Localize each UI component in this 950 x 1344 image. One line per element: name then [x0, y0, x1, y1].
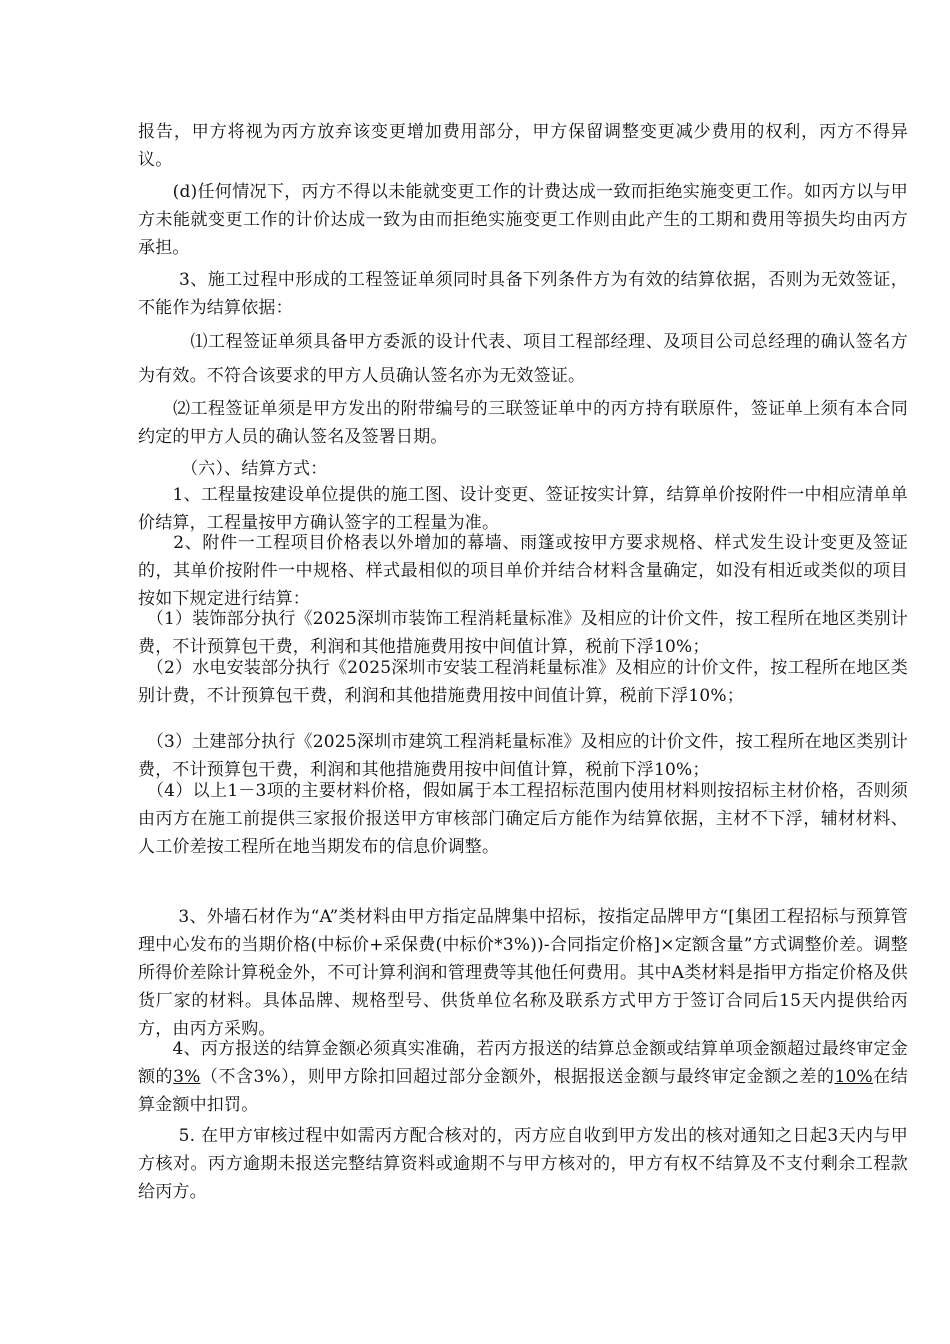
paragraph-civil: （3）土建部分执行《2025深圳市建筑工程消耗量标准》及相应的计价文件，按工程所在地区类别计费，不计预算包干费，利润和其他措施费用按中间值计算，税前下浮10%； [138, 732, 908, 780]
paragraph-change-cost-report: 报告，甲方将视为丙方放弃该变更增加费用部分，甲方保留调整变更减少费用的权利，丙方不得异议。 [138, 122, 908, 170]
paragraph-visa-condition-2: ⑵工程签证单须是甲方发出的附带编号的三联签证单中的丙方持有联原件，签证单上须有本合同约定的甲方人员的确认签名及签署日期。 [138, 399, 908, 447]
paragraph-visa-condition-1: ⑴工程签证单须具备甲方委派的设计代表、项目工程部经理、及项目公司总经理的确认签名方为有效。不符合该要求的甲方人员确认签名亦为无效签证。 [138, 332, 908, 386]
p14-text-e: 在结算金额中扣罚。 [138, 1067, 909, 1115]
section-heading-settlement: （六）、结算方式： [138, 459, 328, 479]
paragraph-installation: （2）水电安装部分执行《2025深圳市安装工程消耗量标准》及相应的计价文件，按工程所在地区类别计费，不计预算包干费，利润和其他措施费用按中间值计算，税前下浮10%； [138, 658, 908, 706]
paragraph-change-refusal: (d)任何情况下，丙方不得以未能就变更工作的计费达成一致而拒绝实施变更工作。如丙方以与甲方未能就变更工作的计价达成一致为由而拒绝实施变更工作则由此产生的工期和费用等损失均由丙方承担。 [138, 182, 908, 258]
percent-10-underlined: 10% [834, 1067, 873, 1087]
paragraph-audit-verification: 5. 在甲方审核过程中如需丙方配合核对的，丙方应自收到甲方发出的核对通知之日起3天内与甲方核对。丙方逾期未报送完整结算资料或逾期不与甲方核对的，甲方有权不结算及不支付剩余工程款给丙方。 [138, 1126, 908, 1202]
paragraph-settlement-1: 1、工程量按建设单位提供的施工图、设计变更、签证按实计算，结算单价按附件一中相应清单单价结算，工程量按甲方确认签字的工程量为准。 [138, 485, 908, 533]
paragraph-visa-conditions: 3、施工过程中形成的工程签证单须同时具备下列条件方为有效的结算依据，否则为无效签证，不能作为结算依据： [138, 270, 908, 318]
paragraph-materials: （4）以上1－3项的主要材料价格，假如属于本工程招标范围内使用材料则按招标主材价格，否则须由丙方在施工前提供三家报价报送甲方审核部门确定后方能作为结算依据，主材不下浮，辅材材料、人工价差按工程所在地当期发布的信息价调整。 [138, 781, 908, 857]
paragraph-stone-material: 3、外墙石材作为“A”类材料由甲方指定品牌集中招标，按指定品牌甲方“[集团工程招标与预算管理中心发布的当期价格(中标价+采保费(中标价*3%))-合同指定价格]×定额含量”方式调整价差。调整所得价差除计算税金外，不可计算利润和管理费等其他任何费用。其中A类材料是指甲方指定价格及供货厂家的材料。具体品牌、规格型号、供货单位名称及联系方式甲方于签订合同后15天内提供给丙方，由丙方采购。 [138, 907, 908, 1039]
paragraph-settlement-2: 2、附件一工程项目价格表以外增加的幕墙、雨篷或按甲方要求规格、样式发生设计变更及签证的，其单价按附件一中规格、样式最相似的项目单价并结合材料含量确定，如没有相近或类似的项目按如下规定进行结算： [138, 533, 908, 609]
p14-text-c: （不含3%），则甲方除扣回超过部分金额外，根据报送金额与最终审定金额之差的 [200, 1067, 835, 1087]
percent-3-underlined: 3% [173, 1067, 201, 1087]
p14-text-a: 4、丙方报送的结算金额必须真实准确，若丙方报送的结算总金额或结算单项金额超过最终审定金额的 [138, 1039, 908, 1087]
paragraph-decoration: （1）装饰部分执行《2025深圳市装饰工程消耗量标准》及相应的计价文件，按工程所在地区类别计费，不计预算包干费，利润和其他措施费用按中间值计算，税前下浮10%； [138, 609, 908, 657]
paragraph-settlement-accuracy [138, 1035, 908, 1119]
